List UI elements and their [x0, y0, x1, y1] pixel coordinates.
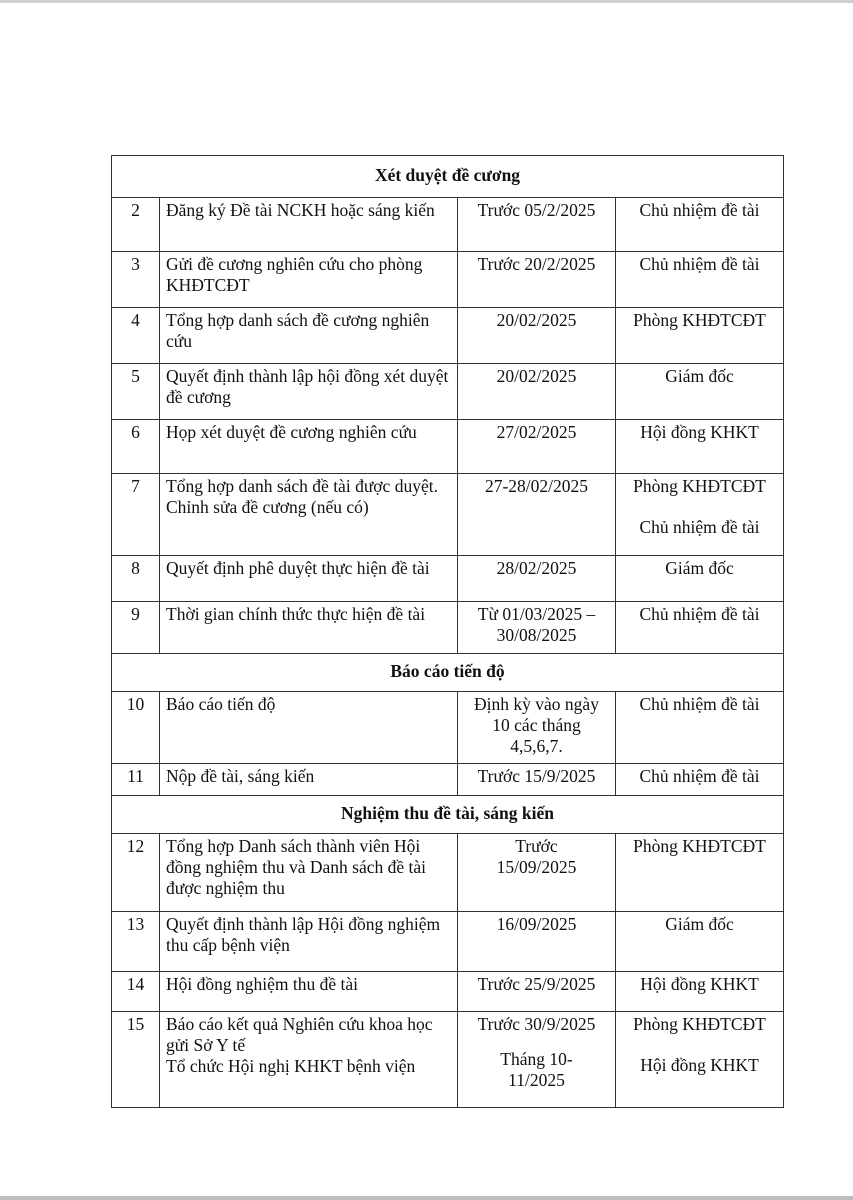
- table-row: [112, 834, 784, 912]
- table-row: [112, 364, 784, 420]
- table-row: [112, 912, 784, 972]
- responsible-cell: Hội đồng KHKT: [616, 972, 784, 1012]
- responsible-line: Phòng KHĐTCĐT: [633, 476, 766, 496]
- table-row: [112, 692, 784, 764]
- task-cell: Quyết định phê duyệt thực hiện đề tài: [160, 556, 458, 602]
- responsible-cell: Chủ nhiệm đề tài: [616, 602, 784, 654]
- section-header: [112, 654, 784, 692]
- task-cell: Hội đồng nghiệm thu đề tài: [160, 972, 458, 1012]
- scan-top-edge: [0, 0, 853, 3]
- date-line: Tháng 10-: [500, 1049, 573, 1069]
- responsible-cell: Phòng KHĐTCĐT: [616, 308, 784, 364]
- responsible-cell: [616, 1012, 784, 1108]
- task-cell: Tổng hợp Danh sách thành viên Hội đồng nghiệm thu và Danh sách đề tài được nghiệm thu: [160, 834, 458, 912]
- section-title: Báo cáo tiến độ: [112, 654, 784, 692]
- responsible-cell: Giám đốc: [616, 912, 784, 972]
- date-cell: 20/02/2025: [458, 364, 616, 420]
- row-number: 3: [112, 252, 160, 308]
- task-line: Tổ chức Hội nghị KHKT bệnh viện: [166, 1056, 416, 1076]
- date-line: 10 các tháng: [492, 715, 581, 735]
- table-row: [112, 198, 784, 252]
- row-number: 14: [112, 972, 160, 1012]
- date-line: Định kỳ vào ngày: [474, 694, 599, 714]
- task-line: Tổng hợp danh sách đề tài được duyệt.: [166, 476, 438, 496]
- date-line: Từ 01/03/2025 –: [477, 604, 596, 624]
- row-number: 2: [112, 198, 160, 252]
- date-cell: 27/02/2025: [458, 420, 616, 474]
- schedule-table: [111, 155, 784, 1108]
- row-number: 6: [112, 420, 160, 474]
- date-line: Trước: [515, 836, 558, 856]
- date-cell: Trước 05/2/2025: [458, 198, 616, 252]
- responsible-cell: Hội đồng KHKT: [616, 420, 784, 474]
- date-cell: 16/09/2025: [458, 912, 616, 972]
- responsible-cell: Chủ nhiệm đề tài: [616, 198, 784, 252]
- table-row: [112, 1012, 784, 1108]
- row-number: 7: [112, 474, 160, 556]
- responsible-cell: [616, 474, 784, 556]
- section-title: Xét duyệt đề cương: [112, 156, 784, 198]
- date-cell: 27-28/02/2025: [458, 474, 616, 556]
- date-cell: [458, 692, 616, 764]
- date-cell: Trước 15/9/2025: [458, 764, 616, 796]
- task-cell: Quyết định thành lập Hội đồng nghiệm thu cấp bệnh viện: [160, 912, 458, 972]
- table-row: [112, 308, 784, 364]
- table-row: [112, 556, 784, 602]
- date-line: 15/09/2025: [496, 857, 577, 877]
- row-number: 9: [112, 602, 160, 654]
- scan-bottom-edge: [0, 1196, 853, 1200]
- row-number: 15: [112, 1012, 160, 1108]
- responsible-line: Chủ nhiệm đề tài: [639, 517, 760, 537]
- task-cell: Họp xét duyệt đề cương nghiên cứu: [160, 420, 458, 474]
- task-cell: Tổng hợp danh sách đề cương nghiên cứu: [160, 308, 458, 364]
- table-row: [112, 602, 784, 654]
- row-number: 5: [112, 364, 160, 420]
- table-row: [112, 972, 784, 1012]
- date-cell: 28/02/2025: [458, 556, 616, 602]
- date-line: Trước 30/9/2025: [477, 1014, 596, 1034]
- responsible-line: Hội đồng KHKT: [640, 1055, 759, 1075]
- table-row: [112, 474, 784, 556]
- task-line: Báo cáo kết quả Nghiên cứu khoa học gửi Sở Y tế: [166, 1014, 433, 1055]
- responsible-cell: Giám đốc: [616, 364, 784, 420]
- task-cell: Báo cáo tiến độ: [160, 692, 458, 764]
- date-cell: [458, 602, 616, 654]
- responsible-cell: Giám đốc: [616, 556, 784, 602]
- responsible-cell: Phòng KHĐTCĐT: [616, 834, 784, 912]
- section-title: Nghiệm thu đề tài, sáng kiến: [112, 796, 784, 834]
- date-cell: 20/02/2025: [458, 308, 616, 364]
- task-cell: [160, 474, 458, 556]
- row-number: 8: [112, 556, 160, 602]
- section-header: [112, 156, 784, 198]
- row-number: 11: [112, 764, 160, 796]
- responsible-cell: Chủ nhiệm đề tài: [616, 692, 784, 764]
- date-line: 4,5,6,7.: [510, 736, 563, 756]
- section-header: [112, 796, 784, 834]
- task-cell: Quyết định thành lập hội đồng xét duyệt đề cương: [160, 364, 458, 420]
- task-cell: Nộp đề tài, sáng kiến: [160, 764, 458, 796]
- table-row: [112, 764, 784, 796]
- task-cell: Thời gian chính thức thực hiện đề tài: [160, 602, 458, 654]
- table-row: [112, 252, 784, 308]
- responsible-line: Phòng KHĐTCĐT: [633, 1014, 766, 1034]
- row-number: 12: [112, 834, 160, 912]
- date-cell: [458, 1012, 616, 1108]
- task-line: Chỉnh sửa đề cương (nếu có): [166, 497, 369, 517]
- row-number: 13: [112, 912, 160, 972]
- date-line: 30/08/2025: [496, 625, 577, 645]
- task-cell: [160, 1012, 458, 1108]
- date-line: 11/2025: [508, 1070, 565, 1090]
- row-number: 4: [112, 308, 160, 364]
- date-cell: Trước 20/2/2025: [458, 252, 616, 308]
- responsible-cell: Chủ nhiệm đề tài: [616, 252, 784, 308]
- task-cell: Gửi đề cương nghiên cứu cho phòng KHĐTCĐT: [160, 252, 458, 308]
- table-row: [112, 420, 784, 474]
- task-cell: Đăng ký Đề tài NCKH hoặc sáng kiến: [160, 198, 458, 252]
- responsible-cell: Chủ nhiệm đề tài: [616, 764, 784, 796]
- date-cell: Trước 25/9/2025: [458, 972, 616, 1012]
- date-cell: [458, 834, 616, 912]
- row-number: 10: [112, 692, 160, 764]
